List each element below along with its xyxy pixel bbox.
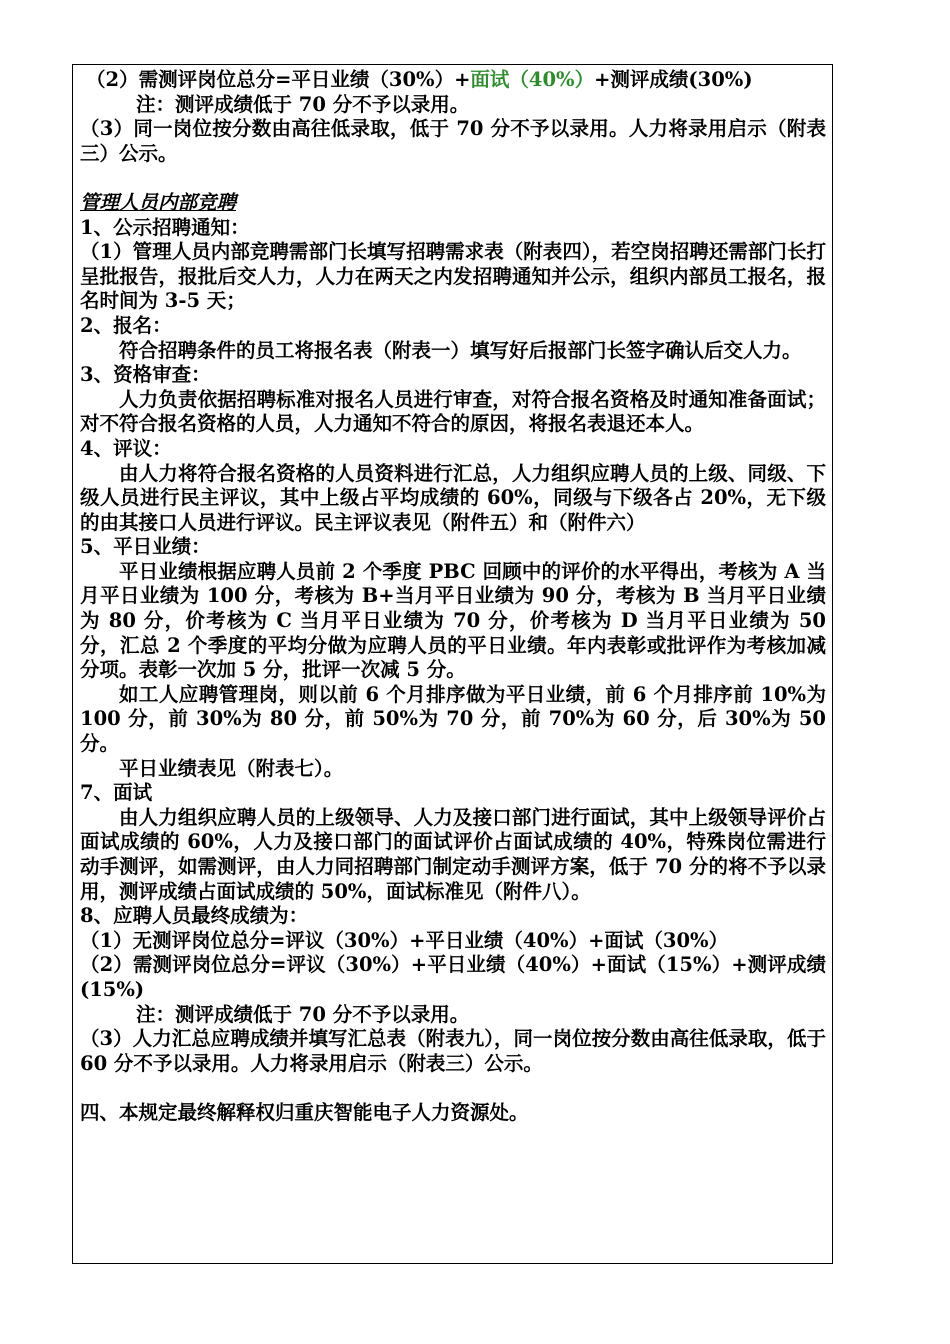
step-8-line-2: （2）需测评岗位总分=评议（30%）+平日业绩（40%）+面试（15%）+测评成绩(15%) (80, 953, 826, 1001)
note-1: 注：测评成绩低于 70 分不予以录用。 (136, 92, 470, 116)
step-7-body: 由人力组织应聘人员的上级领导、人力及接口部门进行面试，其中上级领导评价占面试成绩的 60%，人力及接口部门的面试评价占面试成绩的 40%，特殊岗位需进行动手测评，如需测评，由人力同招聘部门制定动手测评方案，低于 70 分的将不予以录用，测评成绩占面试成绩的 50%，面试标准见（附件八）。 (80, 805, 826, 903)
interview-highlight: 面试（40%） (470, 68, 595, 91)
step-8-note: 注：测评成绩低于 70 分不予以录用。 (136, 1002, 470, 1026)
step-5-body-3: 平日业绩表见（附表七）。 (119, 756, 344, 780)
step-5-body-1: 平日业绩根据应聘人员前 2 个季度 PBC 回顾中的评价的水平得出，考核为 A 当月平日业绩为 100 分，考核为 B+当月平日业绩为 90 分，考核为 B 当月平日业绩为 80 分，价考核为 C 当月平日业绩为 70 分，价考核为 D 当月平日业绩为 50 分，汇总 2 个季度的平均分做为应聘人员的平日业绩。年内表彰或批评作为考核加减分项。表彰一次加 5 分，批评一次减 5 分。 (80, 559, 826, 682)
hiring-rule-3: （3）同一岗位按分数由高往低录取，低于 70 分不予以录用。人力将录用启示（附表三）公示。 (80, 117, 826, 165)
step-5-title: 5、平日业绩： (80, 535, 211, 559)
step-1-body: （1）管理人员内部竞聘需部门长填写招聘需求表（附表四），若空岗招聘还需部门长打呈批报告，报批后交人力，人力在两天之内发招聘通知并公示，组织内部员工报名，报名时间为 3-5 天； (80, 240, 826, 313)
step-2-body: 符合招聘条件的员工将报名表（附表一）填写好后报部门长签字确认后交人力。 (119, 338, 802, 362)
document-body (80, 68, 826, 1126)
step-2-title: 2、报名： (80, 313, 172, 337)
blank-line (80, 166, 826, 191)
step-4-body: 由人力将符合报名资格的人员资料进行汇总，人力组织应聘人员的上级、同级、下级人员进行民主评议，其中上级占平均成绩的 60%，同级与下级各占 20%，无下级的由其接口人员进行评议。民主评议表见（附件五）和（附件六） (80, 461, 826, 534)
step-7-title: 7、面试 (80, 781, 153, 805)
step-4-title: 4、评议： (80, 436, 172, 460)
rule-text: （2）需测评岗位总分=平日业绩（30%）+ (86, 68, 471, 91)
step-3-title: 3、资格审查： (80, 363, 211, 387)
total-score-rule-2 (80, 68, 826, 93)
step-8-line-3: （3）人力汇总应聘成绩并填写汇总表（附表九），同一岗位按分数由高往低录取，低于 60 分不予以录用。人力将录用启示（附表三）公示。 (80, 1027, 826, 1075)
blank-line (80, 1076, 826, 1101)
final-clause: 四、本规定最终解释权归重庆智能电子人力资源处。 (80, 1100, 529, 1124)
step-8-title: 8、应聘人员最终成绩为： (80, 904, 309, 928)
step-1-title: 1、公示招聘通知： (80, 215, 250, 239)
step-8-line-1: （1）无测评岗位总分=评议（30%）+平日业绩（40%）+面试（30%） (80, 928, 729, 952)
step-3-body: 人力负责依据招聘标准对报名人员进行审查，对符合报名资格及时通知准备面试；对不符合报名资格的人员，人力通知不符合的原因，将报名表退还本人。 (80, 387, 826, 436)
rule-text-tail: +测评成绩(30%) (594, 68, 753, 91)
step-5-body-2: 如工人应聘管理岗，则以前 6 个月排序做为平日业绩，前 6 个月排序前 10%为 100 分，前 30%为 80 分，前 50%为 70 分，前 70%为 60 分，后 30%为 50 分。 (80, 682, 826, 756)
section-heading: 管理人员内部竞聘 (80, 190, 237, 214)
